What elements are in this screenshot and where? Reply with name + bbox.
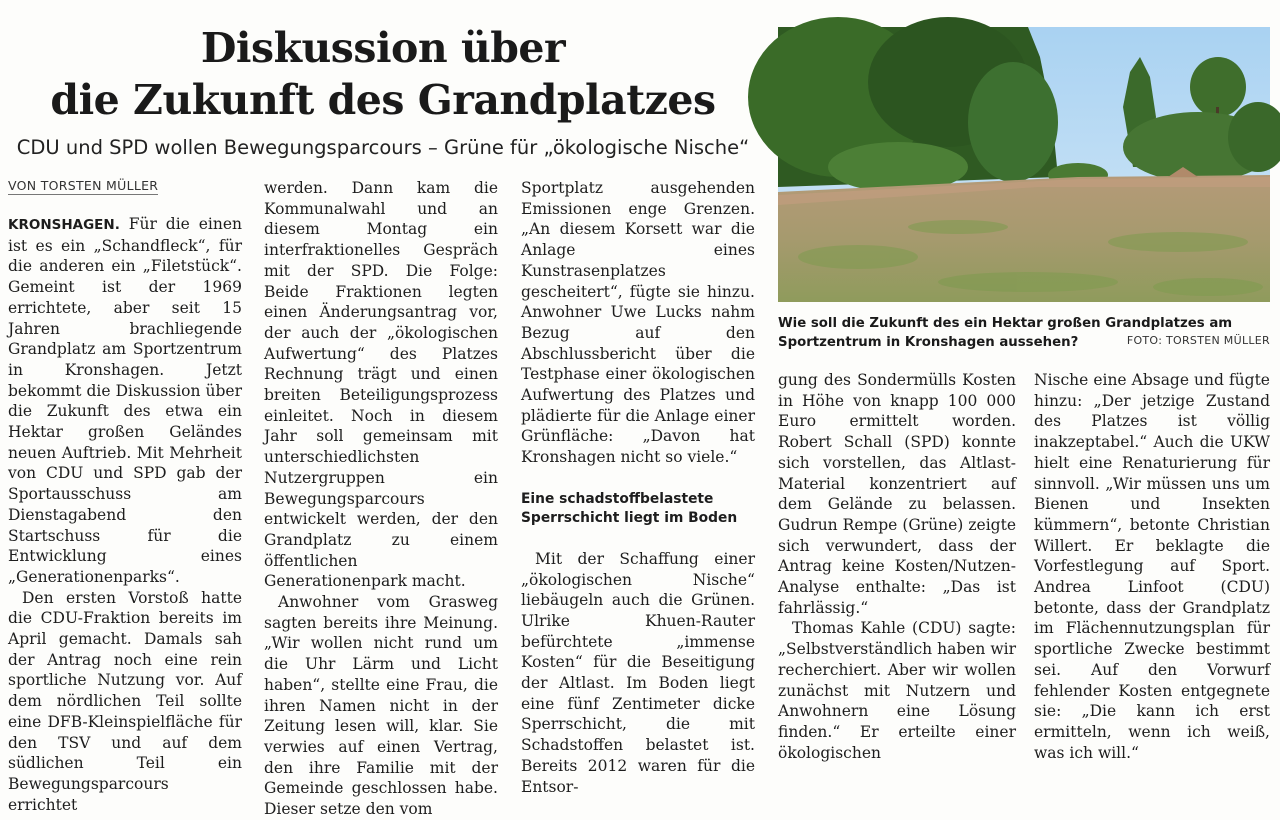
photo-credit: FOTO: TORSTEN MÜLLER bbox=[1126, 334, 1270, 347]
article-column-1 bbox=[8, 214, 242, 814]
paragraph: Sportplatz ausgehenden Emissionen enge Grenzen. „An diesem Korsett war die Anlage eines Kunstrasenplatzes gescheitert“, fügte sie hinzu. Anwohner Uwe Lucks nahm Bezug auf den Abschlussbericht über die Testphase einer ökologischen Aufwertung des Platzes und plädierte für die Anlage einer Grünfläche: „Davon hat Kronshagen nicht so viele.“ bbox=[521, 179, 755, 467]
article-column-5 bbox=[1034, 370, 1270, 762]
subheadline: CDU und SPD wollen Bewegungsparcours – Grüne für „ökologische Nische“ bbox=[16, 136, 750, 159]
paragraph: Thomas Kahle (CDU) sagte: „Selbstverständlich haben wir recherchiert. Aber wir wollen zunächst mit Nutzern und Anwohnern eine Lösung finden.“ Er erteilte einer ökologischen bbox=[778, 619, 1016, 762]
headline-line-1: Diskussion über bbox=[200, 24, 566, 72]
paragraph bbox=[8, 214, 242, 588]
byline: VON TORSTEN MÜLLER bbox=[8, 178, 159, 193]
interheadline: Eine schadstoffbelastete Sperrschicht liegt im Boden bbox=[521, 490, 738, 527]
article-column-3 bbox=[521, 178, 755, 796]
paragraph-text: Für die einen ist es ein „Schandfleck“, für die anderen ein „Filetstück“. Gemeint ist der 1969 errichtete, aber seit 15 Jahren brachliegende Grandplatz am Sportzentrum in Kronshagen. Jetzt bekommt die Diskussion über die Zukunft des etwa ein Hektar großen Geländes neuen Auftrieb. Mit Mehrheit von CDU und SPD gab der Sportausschuss am Dienstagabend den Startschuss für die Entwicklung eines „Generationenparks“. bbox=[8, 215, 242, 586]
paragraph: gung des Sondermülls Kosten in Höhe von knapp 100 000 Euro ermittelt worden. Robert Schall (SPD) konnte sich vorstellen, das Altlast-Material konzentriert auf dem Gelände zu belassen. Gudrun Rempe (Grüne) zeigte sich verwundert, dass der Antrag keine Kosten/Nutzen-Analyse enthalte: „Das ist fahrlässig.“ bbox=[778, 371, 1016, 617]
dateline: KRONSHAGEN. bbox=[8, 217, 120, 233]
paragraph: Nische eine Absage und fügte hinzu: „Der jetzige Zustand des Platzes ist völlig inakzeptabel.“ Auch die UKW hielt eine Renaturierung für sinnvoll. „Wir müssen uns um Bienen und Insekten kümmern“, betonte Christian Willert. Er beklagte die Vorfestlegung auf Sport. Andrea Linfoot (CDU) betonte, dass der Grandplatz im Flächennutzungsplan für sportliche Zwecke bestimmt sei. Auf den Vorwurf fehlender Kosten entgegnete sie: „Die kann ich erst ermitteln, wenn ich weiß, was ich will.“ bbox=[1034, 371, 1270, 762]
photo-caption: Wie soll die Zukunft des ein Hektar großen Grandplatzes am Sportzentrum in Kronshagen aussehen? bbox=[778, 316, 1233, 350]
headline bbox=[8, 22, 758, 126]
article-photo bbox=[778, 27, 1270, 302]
paragraph: Den ersten Vorstoß hatte die CDU-Fraktion bereits im April gemacht. Damals sah der Antrag noch eine rein sportliche Nutzung vor. Auf dem nördlichen Teil sollte eine DFB-Kleinspielfläche für den TSV und auf dem südlichen Teil ein Bewegungsparcours errichtet bbox=[8, 588, 242, 814]
headline-line-2: die Zukunft des Grandplatzes bbox=[50, 76, 716, 124]
paragraph: werden. Dann kam die Kommunalwahl und an diesem Montag ein interfraktionelles Gespräch mit der SPD. Die Folge: Beide Fraktionen legten einen Änderungsantrag vor, der auch der „ökologischen Aufwertung“ des Platzes Rechnung trägt und einen breiten Beteiligungsprozess einleitet. Noch in diesem Jahr soll gemeinsam mit unterschiedlichsten Nutzergruppen ein Bewegungsparcours entwickelt werden, der den Grandplatz zu einem öffentlichen Generationenpark macht. bbox=[264, 179, 498, 591]
paragraph: Anwohner vom Grasweg sagten bereits ihre Meinung. „Wir wollen nicht rund um die Uhr Lärm und Licht haben“, stellte eine Frau, die ihren Namen nicht in der Zeitung lesen will, klar. Sie verwies auf einen Vertrag, den ihre Familie mit der Gemeinde geschlossen habe. Dieser setze den vom bbox=[264, 593, 498, 819]
article-column-2 bbox=[264, 178, 498, 819]
tree-crown bbox=[968, 62, 1058, 182]
paragraph: Mit der Schaffung einer „ökologischen Nische“ liebäugeln auch die Grünen. Ulrike Khuen-Rauter befürchtete „immense Kosten“ für die Beseitigung der Altlast. Im Boden liegt eine fünf Zentimeter dicke Sperrschicht, die mit Schadstoffen belastet ist. Bereits 2012 waren für die Entsor- bbox=[521, 549, 755, 796]
grandplatz-photo-illustration bbox=[778, 27, 1270, 302]
article-column-4 bbox=[778, 370, 1016, 762]
